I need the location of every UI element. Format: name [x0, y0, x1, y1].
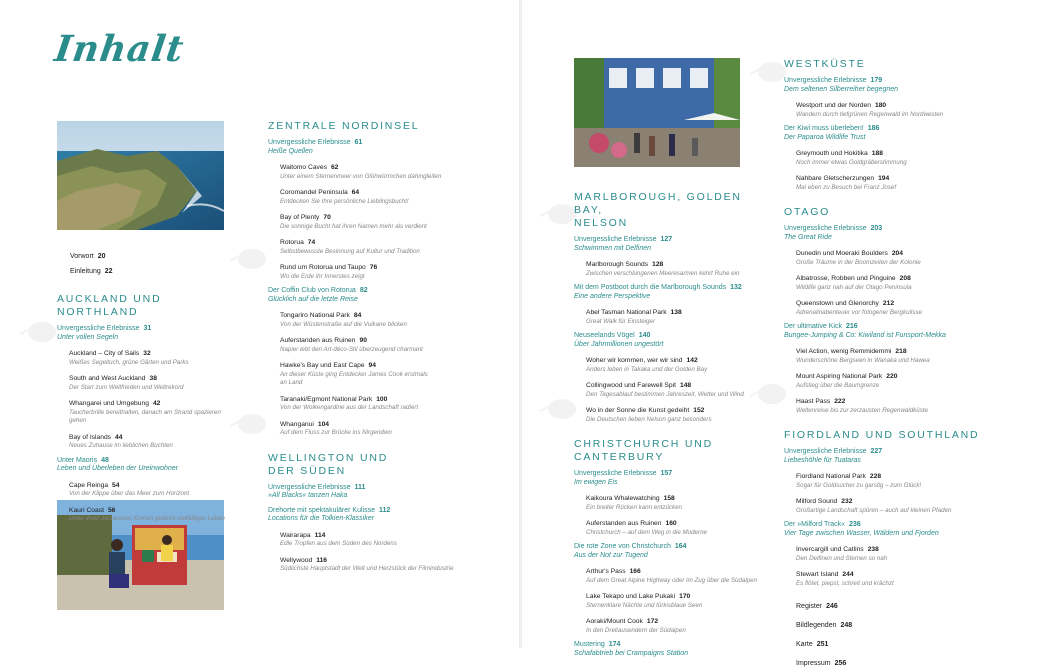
toc-entry[interactable]: Taranaki/Egmont National Park 100 Von der Wolkengardine aus der Landschaft radiert [280, 395, 419, 411]
highlight-entry[interactable]: Drehorte mit spektakulärer Kulisse 112 Locations für die Tolkien-Klassiker [268, 506, 391, 522]
toc-entry[interactable]: Register 246 [796, 603, 838, 610]
section-heading: MARLBOROUGH, GOLDEN BAY, NELSON [574, 191, 742, 229]
toc-entry[interactable]: Invercargill und Catlins 238 Den Delfinen und Stemen so nah [796, 546, 888, 562]
toc-entry[interactable]: Hawke's Bay und East Cape 94 An dieser Küste ging Entdecker James Cook erstmals an Land [280, 362, 428, 386]
appendix-list [796, 602, 984, 668]
toc-entry[interactable]: Westport und der Norden 180 Wandern durch tiefgrünen Regenwald im Nordwesten [796, 102, 944, 118]
toc-entry[interactable]: Coromandel Peninsula 64 Entdecken Sie Ihre persönliche Lieblingsbucht! [280, 189, 409, 205]
highlight-entry[interactable]: Unvergessliche Erlebnisse 111 »All Blacks« tanzen Haka [268, 483, 366, 499]
toc-entry[interactable]: Haast Pass 222 Weltenreise bis zur zerzausten Regenwaldküste [796, 398, 928, 414]
toc-entry[interactable]: Kaikoura Whalewatching 158 Ein breiter Rücken kann entzücken [586, 495, 682, 511]
toc-entry[interactable]: Marlborough Sounds 128 Zwischen verschlungenen Meeresarmen kehrt Ruhe ein [586, 261, 740, 277]
section-heading: WELLINGTON UND DER SÜDEN [268, 451, 389, 477]
toc-entry[interactable]: South and West Auckland 38 Der Start zum Weltfrieden und Weltrekord [69, 375, 184, 391]
toc-entry[interactable]: Albatrosse, Robben und Pinguine 208 Wildlife ganz nah auf der Otago Peninsula [796, 275, 912, 291]
toc-entry[interactable]: Vorwort 20 [70, 253, 106, 260]
highlight-entry[interactable]: Mit dem Postboot durch die Marlborough Sounds 132 Eine andere Perspektive [574, 284, 742, 300]
toc-entry[interactable]: Karte 251 [796, 641, 829, 648]
highlight-entry[interactable]: Der Kiwi muss überleben! 186 Der Paparoa Wildlife Trust [784, 125, 880, 141]
right-page-right-column [784, 58, 984, 668]
toc-entry[interactable]: Auckland – City of Sails 32 Weißes Segeltuch, grüne Gärten und Parks [69, 350, 189, 366]
toc-entry[interactable]: Whanganui 104 Auf dem Fluss zur Brücke ins Nirgendwo [280, 420, 392, 436]
toc-entry[interactable]: Wairarapa 114 Edle Tropfen aus dem Süden des Nordens [280, 531, 397, 547]
highlight-entry[interactable]: Mustering 174 Schafabtrieb bei Crampaigns Station [574, 641, 689, 657]
toc-entry[interactable]: Bildlegenden 248 [796, 622, 853, 629]
highlight-entry[interactable]: Unvergessliche Erlebnisse 179 Dem seltenen Silberreiher begegnen [784, 77, 899, 93]
toc-entry[interactable]: Viel Action, wenig Remmidemmi 218 Wunderschöne Bergseen in Wanaka und Hawea [796, 348, 930, 364]
highlight-entry[interactable]: Neuseelands Vögel 140 Über Jahrmillionen ungestört [574, 332, 664, 348]
toc-entry[interactable]: Tongariro National Park 84 Von der Wüstenstraße auf die Vulkane blicken [280, 312, 407, 328]
highlight-entry[interactable]: Unvergessliche Erlebnisse 127 Schwimmen mit Delfinen [574, 236, 673, 252]
coast-photo [57, 121, 224, 230]
highlight-entry[interactable]: Unvergessliche Erlebnisse 227 Liebeshöhle für Tuataras [784, 448, 883, 464]
toc-entry[interactable]: Wellywood 116 Südlichste Hauptstadt der Welt und Herzstück der Filmindustrie [280, 556, 454, 572]
section-heading: AUCKLAND UND NORTHLAND [57, 293, 162, 318]
highlight-entry[interactable]: Unter Maoris 48 Leben und Überleben der Ureinwohner [57, 456, 179, 472]
book-spine [519, 0, 522, 648]
toc-entry[interactable]: Fiordland National Park 228 Sogar für Goldsucher zu garstig – zum Glück! [796, 473, 922, 489]
toc-entry[interactable]: Auferstanden aus Ruinen 90 Napier lebt den Art-déco-Stil überzeugend charmant [280, 337, 423, 353]
toc-entry[interactable]: Stewart Island 244 Es flötet, piepst, schreit und krächzt [796, 571, 894, 587]
highlight-entry[interactable]: Unvergessliche Erlebnisse 61 Heiße Quellen [268, 139, 363, 155]
right-page-left-column [574, 191, 774, 658]
highlight-entry[interactable]: Die rote Zone von Christchurch 164 Aus der Not zur Tugend [574, 543, 687, 559]
section-heading: WESTKÜSTE [784, 58, 866, 70]
toc-entry[interactable]: Aoraki/Mount Cook 172 In den Dreitausendern der Südalpen [586, 618, 686, 634]
toc-entry[interactable]: Arthur's Pass 166 Auf dem Great Alpine Highway oder im Zug über die Südalpen [586, 568, 758, 584]
toc-entry[interactable]: Impressum 256 [796, 660, 847, 667]
toc-entry[interactable]: Collingwood und Farewell Spit 148 Den Tagesablauf bestimmen Jahreszeit, Wetter und Wind [586, 382, 744, 398]
toc-entry[interactable]: Rund um Rotorua und Taupo 76 Wo die Erde ihr Innerstes zeigt [280, 264, 378, 280]
toc-entry[interactable]: Lake Tekapo und Lake Pukaki 170 Sternenklare Nächte und türkisblaue Seen [586, 593, 703, 609]
toc-entry[interactable]: Rotorua 74 Selbstbewusste Besinnung auf Kultur und Tradition [280, 239, 420, 255]
toc-entry[interactable]: Woher wir kommen, wer wir sind 142 Anders leben in Takaka und der Golden Bay [586, 357, 708, 373]
toc-entry[interactable]: Kauri Coast 56 Unter ihren zerzausten Kronen gedeiht vielfältiges Leben [69, 506, 225, 522]
section-heading: ZENTRALE NORDINSEL [268, 120, 420, 132]
page-title: Inhalt [52, 28, 187, 70]
toc-entry[interactable]: Mount Aspiring National Park 220 Aufstieg über die Baumgrenze [796, 373, 898, 389]
middle-column [268, 120, 478, 574]
street-photo [574, 58, 740, 167]
toc-entry[interactable]: Einleitung 22 [70, 268, 113, 275]
toc-entry[interactable]: Abel Tasman National Park 138 Great Walk für Einsteiger [586, 309, 682, 325]
toc-entry[interactable]: Greymouth und Hokitika 188 Noch immer etwas Goldgräberstimmung [796, 150, 907, 166]
toc-entry[interactable]: Cape Reinga 54 Von der Klippe über das Meer zum Horizont [69, 481, 190, 497]
toc-entry[interactable]: Whangarei und Umgebung 42 Taucherbrille bereithalten, danach am Strand spazieren gehen [69, 400, 221, 424]
toc-entry[interactable]: Wo in der Sonne die Kunst gedeiht 152 Die Deutschen lieben Nelson ganz besonders [586, 407, 712, 423]
section-heading: FIORDLAND UND SOUTHLAND [784, 429, 980, 441]
toc-entry[interactable]: Dunedin und Moeraki Boulders 204 Große Träume in der Boomzeiten der Kolonie [796, 250, 921, 266]
toc-entry[interactable]: Queenstown und Glenorchy 212 Adrenalinabenteuer vor fotogener Bergkulisse [796, 300, 922, 316]
highlight-entry[interactable]: Der »Milford Track« 236 Vier Tage zwischen Wasser, Wäldern und Fjorden [784, 521, 939, 537]
highlight-entry[interactable]: Der Coffin Club von Rotorua 82 Glücklich auf die letzte Reise [268, 287, 368, 303]
highlight-entry[interactable]: Unvergessliche Erlebnisse 31 Unter vollen Segeln [57, 325, 152, 341]
toc-entry[interactable]: Bay of Islands 44 Neues Zuhause im lieblichen Buchten [69, 433, 173, 449]
section-heading: CHRISTCHURCH UND CANTERBURY [574, 438, 714, 463]
section-heading: OTAGO [784, 206, 831, 218]
left-column [57, 244, 232, 524]
highlight-entry[interactable]: Der ultimative Kick 216 Bungee-Jumping & Co: Kiwiland ist Funsport-Mekka [784, 323, 946, 339]
toc-entry[interactable]: Nahbare Gletscherzungen 194 Mal eben zu Besuch bei Franz Josef [796, 175, 897, 191]
toc-entry[interactable]: Milford Sound 232 Großartige Landschaft spüren – auch auf kleinen Pfaden [796, 498, 952, 514]
toc-entry[interactable]: Waitomo Caves 62 Unter einem Sternenmeer von Glühwürmchen dahingleiten [280, 164, 442, 180]
highlight-entry[interactable]: Unvergessliche Erlebnisse 203 The Great Ride [784, 225, 883, 241]
toc-entry[interactable]: Bay of Plenty 70 Die sonnige Bucht hat ihren Namen mehr als verdient [280, 214, 427, 230]
toc-entry[interactable]: Auferstanden aus Ruinen 160 Christchurch – auf dem Weg in die Moderne [586, 520, 707, 536]
highlight-entry[interactable]: Unvergessliche Erlebnisse 157 Im ewigen Eis [574, 470, 673, 486]
